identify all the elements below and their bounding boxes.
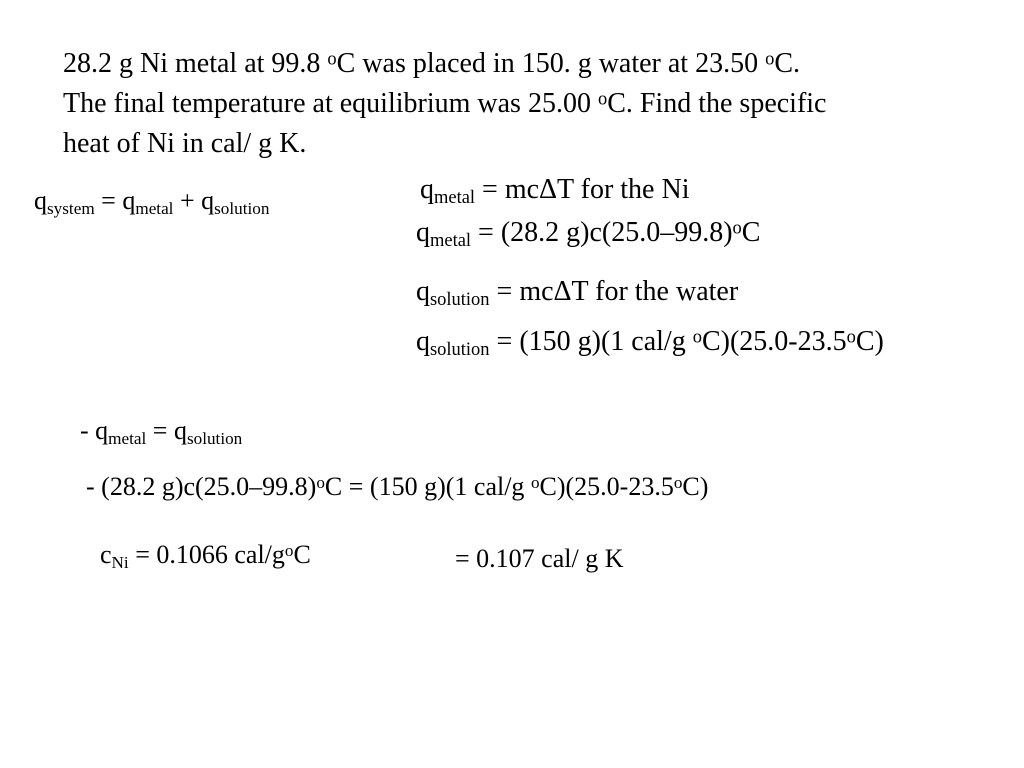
eq-text: C [741, 217, 761, 248]
degree-superscript: o [673, 472, 683, 492]
degree-superscript: o [597, 88, 608, 109]
eq-text: - (28.2 g)c(25.0–99.8) [86, 472, 317, 501]
degree-superscript: o [692, 326, 702, 347]
degree-superscript: o [316, 472, 325, 492]
equation-q-system [34, 186, 270, 218]
degree-superscript: o [327, 48, 337, 69]
result-specific-heat-kelvin: = 0.107 cal/ g K [455, 544, 624, 573]
equation-q-solution-definition [416, 276, 739, 310]
eq-text: = (28.2 g)c(25.0–99.8) [471, 217, 733, 248]
eq-text: = mcΔT for the Ni [475, 174, 690, 205]
equation-energy-balance [80, 416, 243, 448]
problem-line-1 [63, 44, 1013, 84]
equation-substituted [86, 474, 708, 500]
eq-text: q [34, 186, 47, 215]
problem-text: C. Find the specific [607, 88, 827, 119]
eq-text: c [100, 540, 112, 569]
eq-text: = 0.1066 cal/g [128, 540, 285, 569]
eq-subscript: solution [186, 428, 243, 448]
problem-text: C. [774, 48, 801, 79]
eq-subscript: system [47, 198, 95, 218]
eq-text: C [293, 540, 311, 569]
equation-q-metal-values [416, 217, 761, 251]
eq-subscript: solution [430, 289, 490, 310]
eq-text: q [416, 326, 430, 357]
eq-text: q [416, 217, 430, 248]
eq-text: = mcΔT for the water [489, 276, 739, 307]
degree-superscript: o [846, 326, 856, 347]
degree-superscript: o [530, 472, 540, 492]
eq-text: q [420, 174, 434, 205]
eq-subscript: metal [434, 187, 476, 208]
eq-text: C)(25.0-23.5 [539, 472, 674, 501]
eq-text: = (150 g)(1 cal/g [489, 326, 693, 357]
degree-superscript: o [732, 217, 742, 238]
eq-text: = q [94, 186, 136, 215]
eq-subscript: metal [135, 198, 174, 218]
degree-superscript: o [284, 540, 294, 560]
eq-text: + q [173, 186, 215, 215]
problem-statement [63, 44, 1013, 164]
problem-line-2 [63, 84, 1013, 124]
eq-text: - q [80, 416, 109, 445]
eq-text: C = (150 g)(1 cal/g [324, 472, 531, 501]
eq-text: C) [682, 472, 709, 501]
eq-text: C) [855, 326, 884, 357]
problem-text: 28.2 g Ni metal at 99.8 [63, 48, 328, 79]
eq-subscript: metal [108, 428, 147, 448]
eq-subscript: solution [214, 198, 270, 218]
equation-q-solution-values [416, 326, 884, 360]
problem-text: The final temperature at equilibrium was 25.00 [63, 88, 598, 119]
problem-line-3: heat of Ni in cal/ g K. [63, 128, 307, 159]
degree-superscript: o [765, 48, 775, 69]
eq-subscript: Ni [111, 552, 129, 572]
problem-text: C was placed in 150. g water at 23.50 [336, 48, 766, 79]
eq-text: = q [146, 416, 187, 445]
eq-text: C)(25.0-23.5 [701, 326, 847, 357]
equation-q-metal-definition [420, 174, 690, 208]
result-specific-heat-celsius [100, 540, 311, 572]
eq-subscript: solution [430, 339, 490, 360]
eq-text: q [416, 276, 430, 307]
eq-subscript: metal [430, 230, 472, 251]
